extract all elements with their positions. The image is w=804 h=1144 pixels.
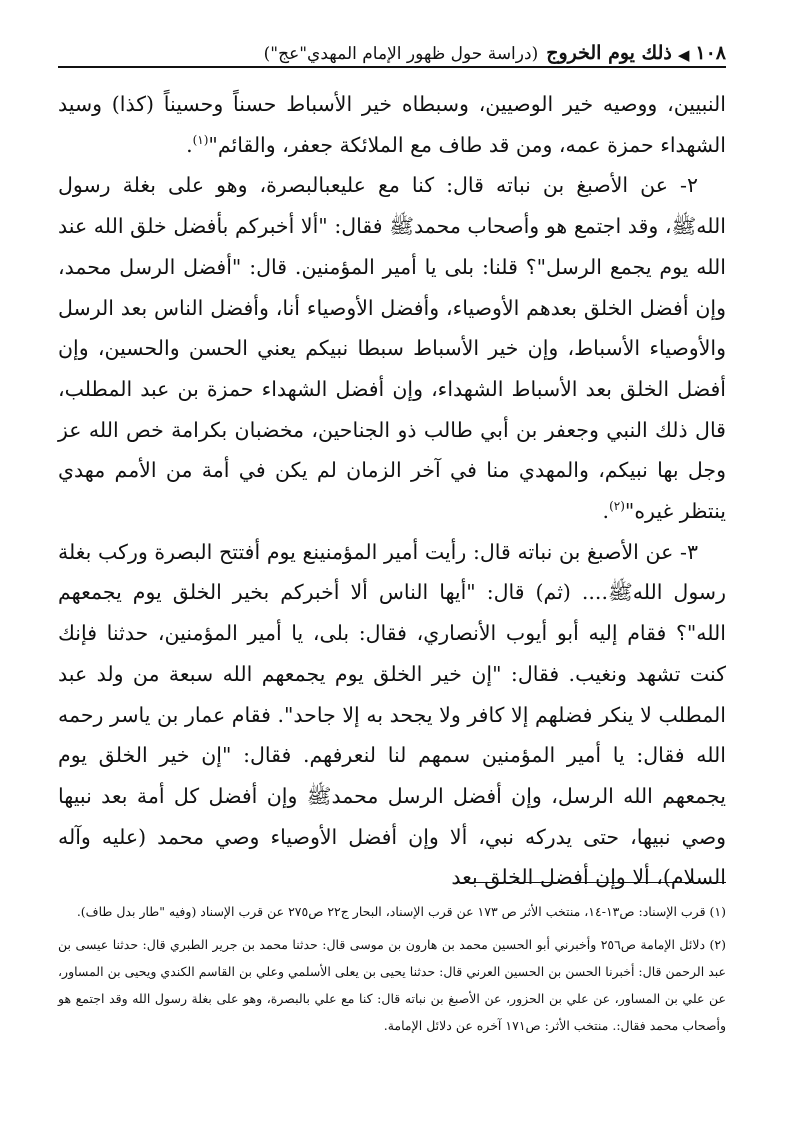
footnotes bbox=[58, 898, 726, 1045]
footnote-divider bbox=[456, 882, 726, 883]
book-subtitle: (دراسة حول ظهور الإمام المهدي"عج") bbox=[263, 44, 539, 64]
header-divider bbox=[58, 66, 726, 68]
page-number: ١٠٨ bbox=[695, 42, 726, 64]
running-header bbox=[58, 28, 726, 64]
footnote-2: (٢) دلائل الإمامة ص٢٥٦ وأخبرني أبو الحسين محمد بن هارون بن موسى قال: حدثنا محمد بن جرير الطبري قال: حدثنا عيسى بن عبد الرحمن قال: أخبرنا الحسن بن الحسين العرني قال: حدثنا يحيى بن يعلى الأسلمي وعلي بن القاسم الكندي ويحيى بن المساور، عن علي بن المساور، عن علي بن الحزور، عن الأصبغ بن نباته قال: كنا مع علي بالبصرة، وهو على بغلة رسول الله وقد اجتمع هو وأصحاب محمد فقال:. منتخب الأثر: ص١٧١ آخره عن دلائل الإمامة. bbox=[58, 937, 726, 1033]
paragraph-end: . bbox=[186, 132, 193, 157]
paragraph-text: النبيين، ووصيه خير الوصيين، وسبطاه خير الأسباط حسناً وحسيناً (كذا) وسيد الشهداء حمزة عمه، ومن قد طاف مع الملائكة جعفر، والقائم" bbox=[58, 92, 726, 157]
paragraph-end: . bbox=[602, 499, 610, 524]
paragraph-continuation bbox=[58, 84, 726, 165]
footnote-ref-2[interactable]: (٢) bbox=[609, 499, 625, 514]
footnote-1: (١) قرب الإسناد: ص١٣-١٤، منتخب الأثر ص ١٧٣ عن قرب الإسناد، البحار ج٢٢ ص٢٧٥ عن قرب الإسناد (وفيه "طار بدل طاف). bbox=[76, 904, 726, 919]
footnote-ref-1[interactable]: (١) bbox=[192, 132, 209, 147]
book-title: ذلك يوم الخروج bbox=[546, 42, 672, 64]
hadith-3 bbox=[58, 532, 726, 898]
main-text bbox=[58, 84, 726, 898]
paragraph-text: ٣- عن الأصبغ بن نباته قال: رأيت أمير المؤمنينع يوم أفتتح البصرة وركب بغلة رسول اللهﷺ.... (ثم) قال: "أيها الناس ألا أخبركم بخير الخلق يوم يجمعهم الله"؟ فقام إليه أبو أيوب الأنصاري، فقال: بلى، يا أمير المؤمنين، حدثنا فإنك كنت تشهد ونغيب. فقال: "إن خير الخلق يوم يجمعهم الله سبعة من ولد عبد المطلب لا ينكر فضلهم إلا كافر ولا يجحد به إلا جاحد". فقام عمار بن ياسر رحمه الله فقال: يا أمير المؤمنين سمهم لنا لنعرفهم. فقال: "إن خير الخلق يوم يجمعهم الله الرسل، وإن أفضل الرسل محمدﷺ وإن أفضل كل أمة بعد نبيها وصي نبيها، حتى يدركه نبي، ألا وإن أفضل الأوصياء وصي محمد (عليه وآله السلام)، ألا وإن أفضل الخلق بعد bbox=[58, 539, 726, 890]
left-arrow-icon: ◀ bbox=[677, 46, 690, 64]
paragraph-text: ٢- عن الأصبغ بن نباته قال: كنا مع عليعبالبصرة، وهو على بغلة رسول اللهﷺ، وقد اجتمع هو وأصحاب محمدﷺ فقال: "ألا أخبركم بأفضل خلق الله عند الله يوم يجمع الرسل"؟ قلنا: بلى يا أمير المؤمنين. قال: "أفضل الرسل محمد، وإن أفضل الخلق بعدهم الأوصياء، وأفضل الأوصياء أنا، وأفضل الناس بعد الرسل والأوصياء الأسباط، وإن خير الأسباط سبطا نبيكم يعني الحسن والحسين، وإن أفضل الخلق بعد الأسباط الشهداء، وإن أفضل الشهداء حمزة بن عبد المطلب، قال ذلك النبي وجعفر بن أبي طالب ذو الجناحين، مخضبان بكرامة خص الله عز وجل بها نبيكم، والمهدي منا في آخر الزمان لم يكن في أمة من الأمم مهدي ينتظر غيره" bbox=[58, 173, 726, 524]
hadith-2 bbox=[58, 165, 726, 531]
